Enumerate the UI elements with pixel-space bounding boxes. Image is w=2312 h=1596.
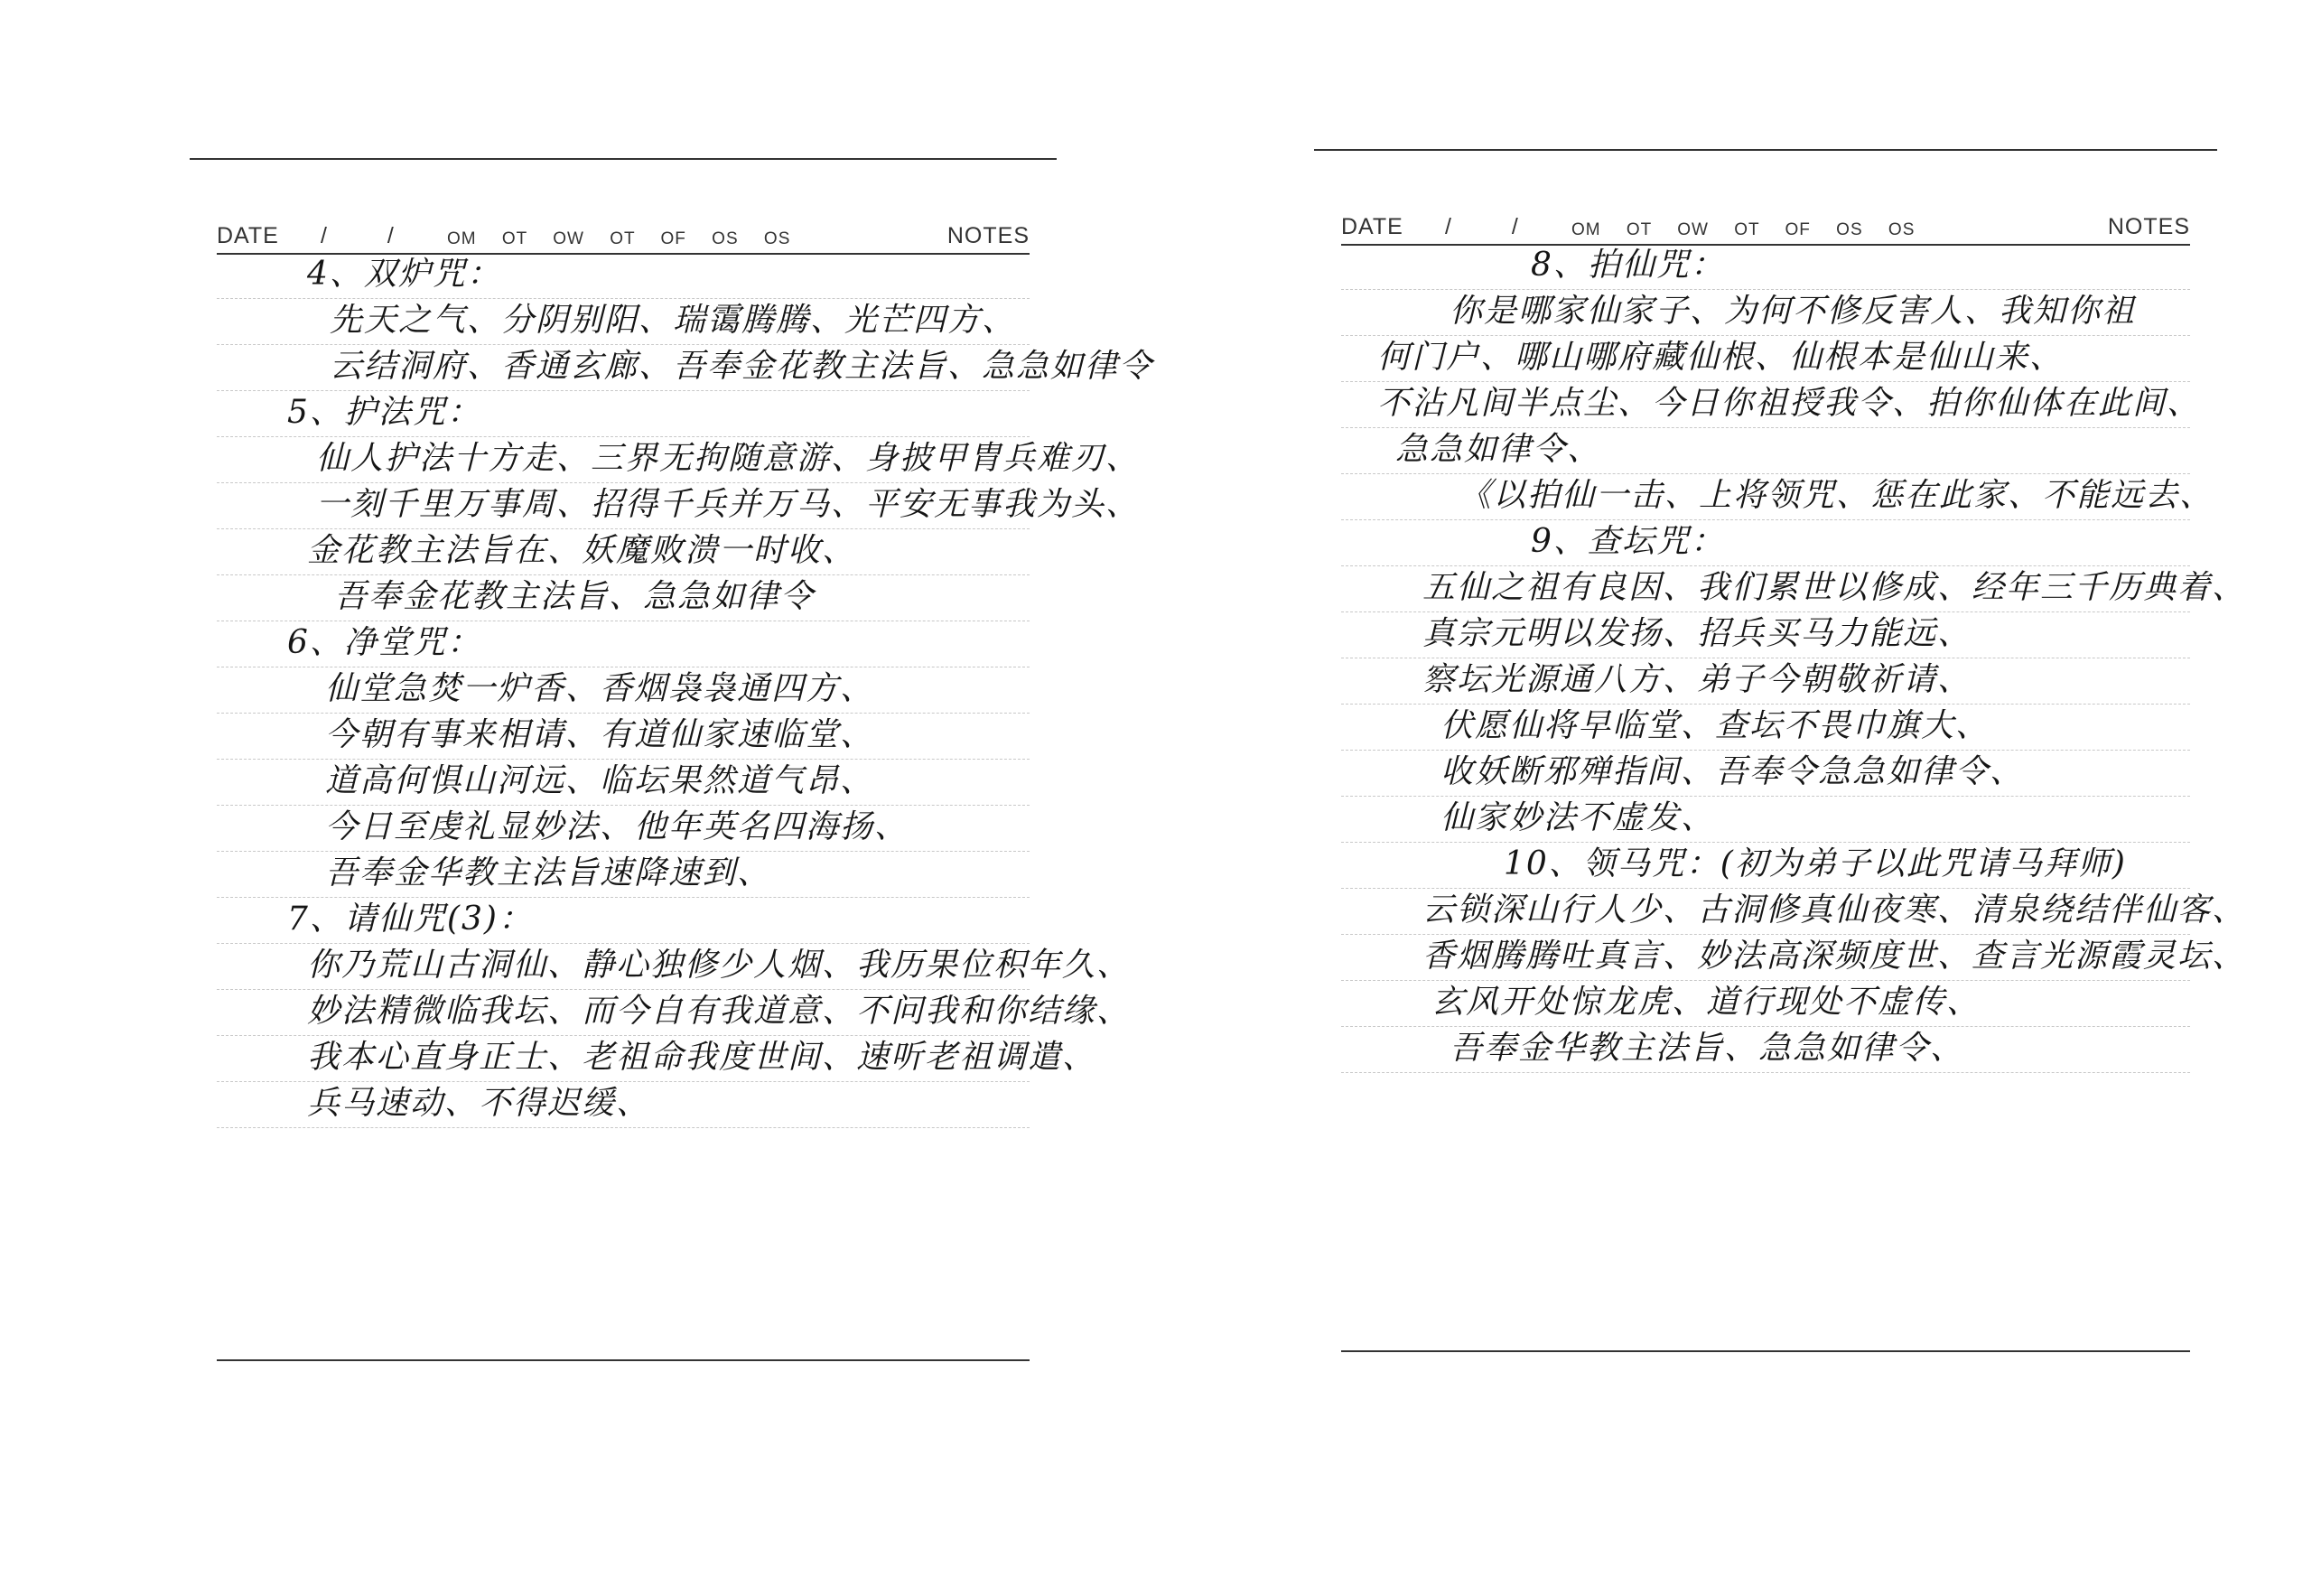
list-item [1341,1027,2190,1073]
list-item [1341,658,2190,705]
list-item [217,253,1030,299]
line-text: 五仙之祖有良因、我们累世以修成、经年三千历典着、 [1422,569,2247,606]
line-text: 7、请仙咒(3)： [287,901,533,938]
line-text: 何门户、哪山哪府藏仙根、仙根本是仙山来、 [1377,339,2065,376]
handwritten-lines [217,253,1154,1128]
list-item [217,437,1141,483]
page-header [1341,208,2190,244]
list-item [1341,797,2190,843]
line-text: 仙堂急焚一炉香、香烟袅袅通四方、 [325,670,875,707]
bottom-rule [1341,1350,2190,1352]
line-text: 收妖断邪殚指间、吾奉令急急如律令、 [1440,753,2025,790]
left-notebook-page [190,145,1154,1391]
line-text: 6、净堂咒： [287,624,481,661]
date-slashes: / / [321,223,394,248]
list-item [1341,566,2247,612]
list-item [217,345,1154,391]
line-text: 一刻千里万事周、招得千兵并万马、平安无事我为头、 [316,486,1141,523]
list-item [1341,290,2190,336]
date-label: DATE [217,223,279,248]
list-item [1341,382,2202,428]
line-text: 先天之气、分阴别阳、瑞霭腾腾、光芒四方、 [330,302,1017,339]
list-item [217,529,1030,575]
list-item [1341,474,2214,520]
list-item [217,714,1030,760]
line-text: 8、拍仙咒： [1531,247,1725,284]
list-item [217,299,1030,345]
line-text: 仙人护法十方走、三界无拘随意游、身披甲胄兵难刃、 [316,440,1141,477]
list-item [217,391,1030,437]
list-item [217,667,1030,714]
line-text: 吾奉金花教主法旨、急急如律令 [334,578,816,615]
line-text: 《以拍仙一击、上将领咒、惩在此家、不能远去、 [1459,477,2214,514]
line-text: 4、双炉咒： [307,256,501,293]
line-text: 云结洞府、香通玄廊、吾奉金花教主法旨、急急如律令 [330,348,1154,385]
list-item [1341,889,2247,935]
line-text: 香烟腾腾吐真言、妙法高深频度世、查言光源霞灵坛、 [1422,938,2247,975]
list-item [1341,520,2190,566]
line-text: 玄风开处惊龙虎、道行现处不虚传、 [1431,984,1981,1021]
handwritten-lines [1341,244,2247,1073]
list-item [217,944,1132,990]
top-rule [190,158,1057,160]
list-item [217,1082,1030,1128]
weekday-markers: OM OT OW OT OF OS OS [1571,220,1916,239]
list-item [1341,751,2190,797]
line-text: 云锁深山行人少、古洞修真仙夜寒、清泉绕结伴仙客、 [1422,891,2247,929]
line-text: 10、领马咒：(初为弟子以此咒请马拜师) [1504,845,2127,882]
line-text: 你乃荒山古洞仙、静心独修少人烟、我历果位积年久、 [307,947,1132,984]
line-text: 仙家妙法不虚发、 [1440,799,1716,836]
list-item [1341,612,2190,658]
list-item [217,852,1030,898]
line-text: 兵马速动、不得迟缓、 [307,1085,651,1122]
line-text: 察坛光源通八方、弟子今朝敬祈请、 [1422,661,1972,698]
notes-label: NOTES [946,223,1030,248]
line-text: 急急如律令、 [1395,431,1602,468]
list-item [217,575,1030,621]
date-label: DATE [1341,214,1403,239]
list-item [1341,705,2190,751]
list-item [1341,843,2190,889]
line-text: 吾奉金华教主法旨速降速到、 [325,854,772,891]
right-notebook-page [1314,135,2247,1382]
page-header [217,217,1030,253]
line-text: 今日至虔礼显妙法、他年英名四海扬、 [325,808,909,845]
list-item [217,760,1030,806]
top-rule [1314,149,2217,151]
weekday-markers: OM OT OW OT OF OS OS [447,229,791,248]
line-text: 今朝有事来相请、有道仙家速临堂、 [325,716,875,753]
list-item [217,483,1141,529]
line-text: 不沾凡间半点尘、今日你祖授我令、拍你仙体在此间、 [1377,385,2202,422]
line-text: 吾奉金华教主法旨、急急如律令、 [1450,1030,1965,1067]
list-item [217,990,1132,1036]
list-item [217,1036,1097,1082]
line-text: 真宗元明以发扬、招兵买马力能远、 [1422,615,1972,652]
list-item [1341,981,2190,1027]
line-text: 你是哪家仙家子、为何不修反害人、我知你祖 [1450,293,2137,330]
list-item [217,621,1030,667]
line-text: 我本心直身正士、老祖命我度世间、速听老祖调遣、 [307,1039,1097,1076]
list-item [1341,935,2247,981]
bottom-rule [217,1359,1030,1361]
list-item [1341,336,2190,382]
list-item [217,806,1030,852]
line-text: 妙法精微临我坛、而今自有我道意、不问我和你结缘、 [307,993,1132,1030]
line-text: 金花教主法旨在、妖魔败溃一时收、 [307,532,857,569]
line-text: 5、护法咒： [287,394,481,431]
list-item [217,898,1030,944]
list-item [1341,244,2190,290]
date-slashes: / / [1445,214,1518,239]
notes-label: NOTES [2107,214,2190,239]
line-text: 伏愿仙将早临堂、查坛不畏巾旗大、 [1440,707,1990,744]
line-text: 道高何惧山河远、临坛果然道气昂、 [325,762,875,799]
line-text: 9、查坛咒： [1531,523,1725,560]
list-item [1341,428,2190,474]
